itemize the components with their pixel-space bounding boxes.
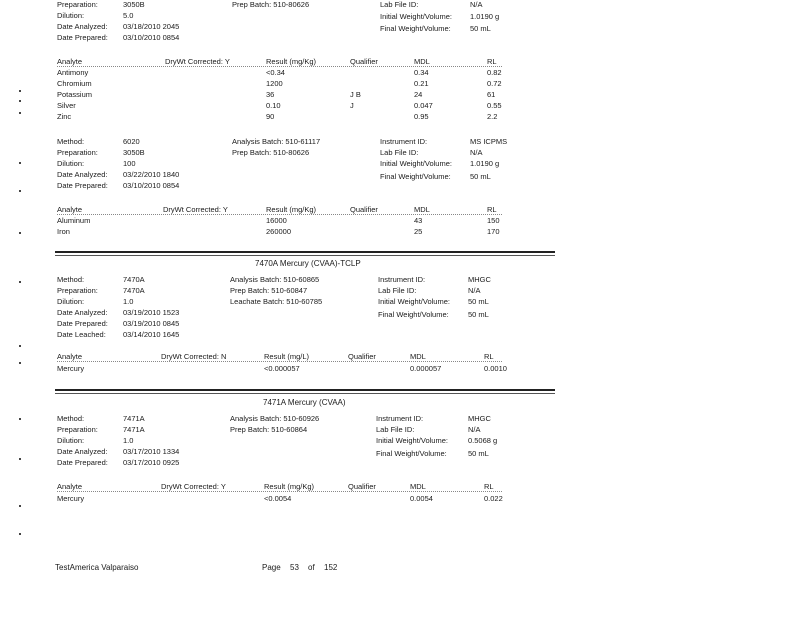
section-divider	[55, 393, 555, 394]
label-dilution: Dilution:	[57, 11, 85, 20]
row-analyte: Zinc	[57, 112, 72, 121]
row-result: 260000	[266, 227, 292, 236]
header-mdl: MDL	[414, 205, 430, 214]
row-mdl: 0.047	[414, 101, 433, 110]
value-date-leached: 03/14/2010 1645	[123, 330, 180, 339]
header-qualifier: Qualifier	[348, 352, 376, 361]
value-method: 7470A	[123, 275, 145, 284]
margin-mark	[19, 232, 21, 234]
value-date-analyzed: 03/19/2010 1523	[123, 308, 180, 317]
header-rl: RL	[484, 482, 494, 491]
value-method: 6020	[123, 137, 140, 146]
margin-mark	[19, 112, 21, 114]
value-lab-file-id: N/A	[470, 0, 483, 9]
row-mdl: 0.95	[414, 112, 429, 121]
value-dilution: 100	[123, 159, 136, 168]
label-lab-file-id: Lab File ID:	[378, 286, 417, 295]
row-mdl: 25	[414, 227, 423, 236]
margin-mark	[19, 281, 21, 283]
row-rl: 0.0010	[484, 364, 507, 373]
value-dilution: 1.0	[123, 297, 134, 306]
label-method: Method:	[57, 137, 85, 146]
section-title: 7471A Mercury (CVAA)	[263, 398, 346, 407]
header-rl: RL	[484, 352, 494, 361]
row-analyte: Mercury	[57, 364, 85, 373]
label-date-prepared: Date Prepared:	[57, 458, 108, 467]
page-total: 152	[324, 563, 338, 572]
row-analyte: Silver	[57, 101, 76, 110]
label-dilution: Dilution:	[57, 159, 85, 168]
label-date-analyzed: Date Analyzed:	[57, 447, 108, 456]
company-name: TestAmerica Valparaiso	[55, 563, 139, 572]
margin-mark	[19, 458, 21, 460]
label-initial-weight: Initial Weight/Volume:	[380, 159, 452, 168]
header-underline	[57, 491, 502, 492]
label-instrument-id: Instrument ID:	[378, 275, 426, 284]
label-dilution: Dilution:	[57, 436, 85, 445]
value-date-prepared: 03/10/2010 0854	[123, 181, 180, 190]
value-lab-file-id: N/A	[468, 286, 481, 295]
row-mdl: 43	[414, 216, 423, 225]
header-mdl: MDL	[414, 57, 430, 66]
analysis-batch: Analysis Batch: 510-61117	[232, 137, 321, 146]
margin-mark	[19, 90, 21, 92]
row-analyte: Potassium	[57, 90, 93, 99]
value-instrument-id: MHGC	[468, 414, 491, 423]
header-drywt: DryWt Corrected: Y	[165, 57, 230, 66]
margin-mark	[19, 418, 21, 420]
value-preparation: 3050B	[123, 0, 145, 9]
label-date-leached: Date Leached:	[57, 330, 106, 339]
label-preparation: Preparation:	[57, 425, 98, 434]
label-instrument-id: Instrument ID:	[376, 414, 424, 423]
row-result: 36	[266, 90, 275, 99]
section-divider	[55, 251, 555, 253]
header-analyte: Analyte	[57, 57, 83, 66]
label-dilution: Dilution:	[57, 297, 85, 306]
value-initial-weight: 50 mL	[468, 297, 489, 306]
header-qualifier: Qualifier	[350, 57, 378, 66]
header-qualifier: Qualifier	[350, 205, 378, 214]
label-instrument-id: Instrument ID:	[380, 137, 428, 146]
value-lab-file-id: N/A	[470, 148, 483, 157]
row-result: 16000	[266, 216, 287, 225]
label-initial-weight: Initial Weight/Volume:	[376, 436, 448, 445]
header-analyte: Analyte	[57, 482, 83, 491]
row-rl: 0.72	[487, 79, 502, 88]
value-instrument-id: MS ICPMS	[470, 137, 508, 146]
value-preparation: 3050B	[123, 148, 145, 157]
row-rl: 150	[487, 216, 500, 225]
value-date-analyzed: 03/22/2010 1840	[123, 170, 180, 179]
label-final-weight: Final Weight/Volume:	[380, 172, 451, 181]
label-preparation: Preparation:	[57, 286, 98, 295]
row-result: <0.000057	[264, 364, 300, 373]
header-analyte: Analyte	[57, 352, 83, 361]
row-rl: 0.022	[484, 494, 503, 503]
value-final-weight: 50 mL	[468, 310, 489, 319]
page-number: 53	[290, 563, 299, 572]
margin-mark	[19, 100, 21, 102]
row-analyte: Mercury	[57, 494, 85, 503]
leachate-batch: Leachate Batch: 510-60785	[230, 297, 323, 306]
row-rl: 0.55	[487, 101, 502, 110]
header-analyte: Analyte	[57, 205, 83, 214]
value-method: 7471A	[123, 414, 145, 423]
prep-batch: Prep Batch: 510-80626	[232, 148, 310, 157]
value-initial-weight: 0.5068 g	[468, 436, 498, 445]
prep-batch: Prep Batch: 510-80626	[232, 0, 310, 9]
value-date-prepared: 03/10/2010 0854	[123, 33, 180, 42]
row-rl: 0.82	[487, 68, 502, 77]
section-divider	[55, 255, 555, 256]
label-date-analyzed: Date Analyzed:	[57, 308, 108, 317]
row-result: <0.0054	[264, 494, 292, 503]
value-date-analyzed: 03/18/2010 2045	[123, 22, 180, 31]
header-underline	[57, 66, 502, 67]
row-qualifier: J B	[350, 90, 361, 99]
analysis-batch: Analysis Batch: 510-60926	[230, 414, 320, 423]
value-lab-file-id: N/A	[468, 425, 481, 434]
section-title: 7470A Mercury (CVAA)-TCLP	[255, 259, 361, 268]
value-date-prepared: 03/19/2010 0845	[123, 319, 180, 328]
header-drywt: DryWt Corrected: Y	[161, 482, 226, 491]
header-result: Result (mg/Kg)	[266, 57, 317, 66]
value-dilution: 1.0	[123, 436, 134, 445]
label-lab-file-id: Lab File ID:	[376, 425, 415, 434]
row-result: 0.10	[266, 101, 281, 110]
label-final-weight: Final Weight/Volume:	[378, 310, 449, 319]
row-rl: 170	[487, 227, 500, 236]
row-qualifier: J	[350, 101, 354, 110]
prep-batch: Prep Batch: 510-60864	[230, 425, 308, 434]
header-qualifier: Qualifier	[348, 482, 376, 491]
row-analyte: Aluminum	[57, 216, 91, 225]
value-initial-weight: 1.0190 g	[470, 12, 500, 21]
row-rl: 61	[487, 90, 496, 99]
row-mdl: 0.21	[414, 79, 429, 88]
row-rl: 2.2	[487, 112, 498, 121]
header-mdl: MDL	[410, 352, 426, 361]
value-dilution: 5.0	[123, 11, 134, 20]
value-date-prepared: 03/17/2010 0925	[123, 458, 180, 467]
label-date-analyzed: Date Analyzed:	[57, 22, 108, 31]
value-preparation: 7471A	[123, 425, 145, 434]
label-preparation: Preparation:	[57, 0, 98, 9]
row-mdl: 24	[414, 90, 423, 99]
label-final-weight: Final Weight/Volume:	[380, 24, 451, 33]
prep-batch: Prep Batch: 510-60847	[230, 286, 308, 295]
row-analyte: Iron	[57, 227, 70, 236]
header-drywt: DryWt Corrected: N	[161, 352, 227, 361]
row-analyte: Chromium	[57, 79, 92, 88]
label-date-prepared: Date Prepared:	[57, 181, 108, 190]
label-preparation: Preparation:	[57, 148, 98, 157]
label-date-analyzed: Date Analyzed:	[57, 170, 108, 179]
value-final-weight: 50 mL	[470, 24, 491, 33]
label-lab-file-id: Lab File ID:	[380, 0, 419, 9]
section-divider	[55, 389, 555, 391]
margin-mark	[19, 362, 21, 364]
header-result: Result (mg/L)	[264, 352, 310, 361]
row-mdl: 0.34	[414, 68, 429, 77]
header-rl: RL	[487, 57, 497, 66]
label-method: Method:	[57, 414, 85, 423]
label-date-prepared: Date Prepared:	[57, 33, 108, 42]
value-date-analyzed: 03/17/2010 1334	[123, 447, 180, 456]
row-result: 90	[266, 112, 275, 121]
row-result: <0.34	[266, 68, 285, 77]
header-underline	[57, 361, 502, 362]
label-initial-weight: Initial Weight/Volume:	[378, 297, 450, 306]
value-instrument-id: MHGC	[468, 275, 491, 284]
header-rl: RL	[487, 205, 497, 214]
header-drywt: DryWt Corrected: Y	[163, 205, 228, 214]
margin-mark	[19, 505, 21, 507]
row-result: 1200	[266, 79, 283, 88]
label-method: Method:	[57, 275, 85, 284]
margin-mark	[19, 345, 21, 347]
value-initial-weight: 1.0190 g	[470, 159, 500, 168]
header-result: Result (mg/Kg)	[266, 205, 317, 214]
row-mdl: 0.000057	[410, 364, 442, 373]
of-word: of	[308, 563, 315, 572]
margin-mark	[19, 162, 21, 164]
label-final-weight: Final Weight/Volume:	[376, 449, 447, 458]
value-final-weight: 50 mL	[468, 449, 489, 458]
row-analyte: Antimony	[57, 68, 89, 77]
header-mdl: MDL	[410, 482, 426, 491]
value-preparation: 7470A	[123, 286, 145, 295]
label-initial-weight: Initial Weight/Volume:	[380, 12, 452, 21]
label-lab-file-id: Lab File ID:	[380, 148, 419, 157]
label-date-prepared: Date Prepared:	[57, 319, 108, 328]
margin-mark	[19, 533, 21, 535]
margin-mark	[19, 190, 21, 192]
analysis-batch: Analysis Batch: 510-60865	[230, 275, 320, 284]
value-final-weight: 50 mL	[470, 172, 491, 181]
row-mdl: 0.0054	[410, 494, 433, 503]
header-underline	[57, 214, 502, 215]
header-result: Result (mg/Kg)	[264, 482, 315, 491]
page-word: Page	[262, 563, 281, 572]
